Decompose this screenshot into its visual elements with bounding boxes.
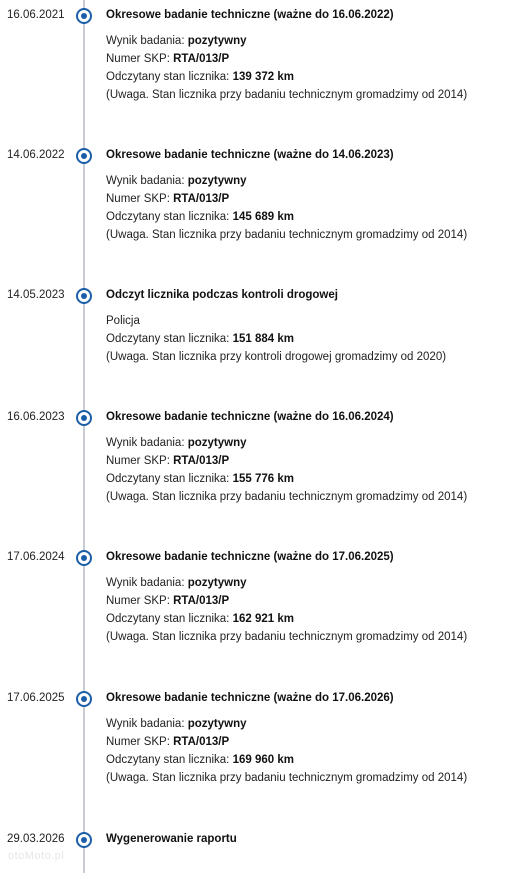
odometer-label: Odczytany stan licznika: (106, 754, 233, 766)
odometer-line (106, 470, 467, 488)
entry-title: Odczyt licznika podczas kontroli drogowej (106, 289, 338, 301)
result-label: Wynik badania: (106, 35, 188, 47)
skp-line (106, 50, 467, 68)
watermark: otoMoto.pl (8, 850, 65, 862)
skp-value: RTA/013/P (173, 736, 230, 748)
skp-value: RTA/013/P (173, 53, 230, 65)
skp-value: RTA/013/P (173, 595, 230, 607)
timeline-dot-icon (76, 691, 92, 707)
skp-line (106, 190, 467, 208)
result-line (106, 574, 467, 592)
result-line (106, 172, 467, 190)
entry-note: (Uwaga. Stan licznika przy badaniu technicznym gromadzimy od 2014) (106, 772, 468, 784)
entry-title: Wygenerowanie raportu (106, 833, 237, 845)
source-line: Policja (106, 315, 140, 327)
entry-date: 16.06.2023 (7, 411, 65, 423)
timeline-line (83, 0, 85, 873)
entry-title: Okresowe badanie techniczne (ważne do 14.06.2023) (106, 149, 394, 161)
result-label: Wynik badania: (106, 718, 188, 730)
entry-note: (Uwaga. Stan licznika przy badaniu technicznym gromadzimy od 2014) (106, 89, 468, 101)
entry-note: (Uwaga. Stan licznika przy badaniu technicznym gromadzimy od 2014) (106, 229, 468, 241)
odometer-label: Odczytany stan licznika: (106, 71, 233, 83)
result-line (106, 32, 467, 50)
timeline-dot-icon (76, 410, 92, 426)
odometer-value: 162 921 km (232, 613, 294, 625)
odometer-label: Odczytany stan licznika: (106, 613, 233, 625)
entry-date: 17.06.2024 (7, 551, 65, 563)
entry-date: 29.03.2026 (7, 833, 65, 845)
odometer-value: 151 884 km (232, 333, 294, 345)
timeline-dot-icon (76, 550, 92, 566)
entry-details (106, 312, 446, 366)
skp-line (106, 452, 467, 470)
result-value: pozytywny (187, 35, 247, 47)
entry-title: Okresowe badanie techniczne (ważne do 17.06.2025) (106, 551, 394, 563)
skp-label: Numer SKP: (106, 595, 174, 607)
odometer-value: 155 776 km (232, 473, 294, 485)
odometer-line (106, 751, 467, 769)
entry-date: 17.06.2025 (7, 692, 65, 704)
result-label: Wynik badania: (106, 175, 188, 187)
odometer-value: 139 372 km (232, 71, 294, 83)
result-value: pozytywny (187, 175, 247, 187)
skp-line (106, 592, 467, 610)
odometer-label: Odczytany stan licznika: (106, 211, 233, 223)
odometer-value: 145 689 km (232, 211, 294, 223)
result-value: pozytywny (187, 577, 247, 589)
entry-note: (Uwaga. Stan licznika przy kontroli drogowej gromadzimy od 2020) (106, 351, 447, 363)
entry-date: 16.06.2021 (7, 9, 65, 21)
skp-line (106, 733, 467, 751)
entry-title: Okresowe badanie techniczne (ważne do 16.06.2022) (106, 9, 394, 21)
result-label: Wynik badania: (106, 577, 188, 589)
result-line (106, 715, 467, 733)
odometer-line (106, 68, 467, 86)
entry-details (106, 434, 467, 506)
odometer-label: Odczytany stan licznika: (106, 473, 233, 485)
odometer-label: Odczytany stan licznika: (106, 333, 233, 345)
entry-date: 14.05.2023 (7, 289, 65, 301)
entry-details (106, 32, 467, 104)
timeline-dot-icon (76, 832, 92, 848)
odometer-line (106, 330, 446, 348)
skp-value: RTA/013/P (173, 455, 230, 467)
entry-details (106, 574, 467, 646)
timeline-dot-icon (76, 288, 92, 304)
entry-details (106, 715, 467, 787)
odometer-line (106, 208, 467, 226)
result-value: pozytywny (187, 718, 247, 730)
skp-label: Numer SKP: (106, 736, 174, 748)
entry-title: Okresowe badanie techniczne (ważne do 16.06.2024) (106, 411, 394, 423)
result-value: pozytywny (187, 437, 247, 449)
odometer-line (106, 610, 467, 628)
result-label: Wynik badania: (106, 437, 188, 449)
skp-value: RTA/013/P (173, 193, 230, 205)
timeline-dot-icon (76, 148, 92, 164)
timeline-dot-icon (76, 8, 92, 24)
result-line (106, 434, 467, 452)
entry-details (106, 172, 467, 244)
skp-label: Numer SKP: (106, 193, 174, 205)
skp-label: Numer SKP: (106, 455, 174, 467)
odometer-value: 169 960 km (232, 754, 294, 766)
skp-label: Numer SKP: (106, 53, 174, 65)
entry-title: Okresowe badanie techniczne (ważne do 17.06.2026) (106, 692, 394, 704)
entry-date: 14.06.2022 (7, 149, 65, 161)
entry-note: (Uwaga. Stan licznika przy badaniu technicznym gromadzimy od 2014) (106, 631, 468, 643)
entry-note: (Uwaga. Stan licznika przy badaniu technicznym gromadzimy od 2014) (106, 491, 468, 503)
